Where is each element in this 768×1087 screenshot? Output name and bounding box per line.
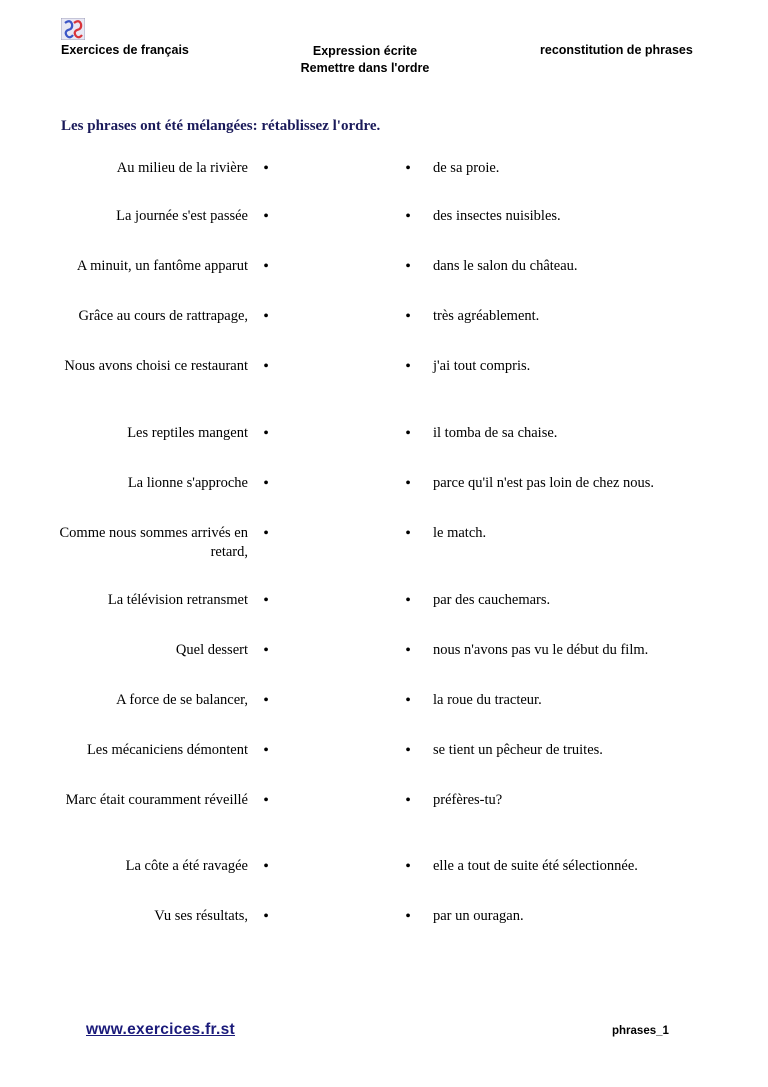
header-title-line2: Remettre dans l'ordre [300,61,430,75]
sentence-end: par des cauchemars. [433,592,551,608]
right-bullet-icon[interactable]: • [405,692,411,709]
sentence-end: parce qu'il n'est pas loin de chez nous. [433,475,655,491]
right-bullet-icon[interactable]: • [405,208,411,225]
right-bullet-icon[interactable]: • [405,308,411,325]
sentence-end: par un ouragan. [433,908,524,924]
sentence-end: nous n'avons pas vu le début du film. [433,642,649,658]
right-bullet-icon[interactable]: • [405,258,411,275]
sentence-start: La télévision retransmet [107,592,248,608]
left-bullet-icon[interactable]: • [263,425,269,442]
sentence-end: j'ai tout compris. [433,358,531,374]
sentence-end: dans le salon du château. [433,258,578,274]
right-bullet-icon[interactable]: • [405,908,411,925]
page-label: phrases_1 [612,1025,669,1037]
sentence-start: Les mécaniciens démontent [86,742,248,758]
right-bullet-icon[interactable]: • [405,592,411,609]
sentence-start: Grâce au cours de rattrapage, [78,308,248,324]
header-subject: Exercices de français [61,43,189,57]
sentence-start: La lionne s'approche [127,475,248,491]
right-bullet-icon[interactable]: • [405,358,411,375]
sentence-end: la roue du tracteur. [433,692,542,708]
left-bullet-icon[interactable]: • [263,160,269,177]
right-bullet-icon[interactable]: • [405,792,411,809]
left-bullet-icon[interactable]: • [263,908,269,925]
left-bullet-icon[interactable]: • [263,475,269,492]
sentence-start: Quel dessert [175,642,248,658]
sentence-start: A minuit, un fantôme apparut [76,258,248,274]
sentence-end: elle a tout de suite été sélectionnée. [433,858,638,874]
sentence-end: il tomba de sa chaise. [433,425,558,441]
right-bullet-icon[interactable]: • [405,525,411,542]
sentence-start: Vu ses résultats, [154,908,248,924]
sentence-start: Marc était couramment réveillé [65,792,248,808]
sentence-start: Au milieu de la rivière [116,160,248,176]
left-bullet-icon[interactable]: • [263,308,269,325]
right-bullet-icon[interactable]: • [405,858,411,875]
sentence-end: préfères-tu? [433,792,503,808]
right-bullet-icon[interactable]: • [405,642,411,659]
left-bullet-icon[interactable]: • [263,642,269,659]
right-bullet-icon[interactable]: • [405,742,411,759]
sentence-end: le match. [433,525,487,541]
left-bullet-icon[interactable]: • [263,592,269,609]
header-topic: reconstitution de phrases [540,43,693,57]
left-bullet-icon[interactable]: • [263,525,269,542]
sentence-start: Nous avons choisi ce restaurant [64,358,248,374]
header-title-line1: Expression écrite [312,44,418,58]
right-bullet-icon[interactable]: • [405,425,411,442]
right-bullet-icon[interactable]: • [405,160,411,177]
sentence-start: La journée s'est passée [116,208,248,224]
right-bullet-icon[interactable]: • [405,475,411,492]
exercise-instruction: Les phrases ont été mélangées: rétablissez l'ordre. [61,118,381,134]
left-bullet-icon[interactable]: • [263,358,269,375]
left-bullet-icon[interactable]: • [263,858,269,875]
sentence-start: A force de se balancer, [116,692,248,708]
sentence-start: La côte a été ravagée [125,858,248,874]
sentence-end: très agréablement. [433,308,540,324]
left-bullet-icon[interactable]: • [263,692,269,709]
sentence-start: Les reptiles mangent [127,425,248,441]
left-bullet-icon[interactable]: • [263,208,269,225]
sentence-end: se tient un pêcheur de truites. [433,742,603,758]
sentence-start: Comme nous sommes arrivés en retard, [59,525,248,560]
website-link[interactable]: www.exercices.fr.st [86,1021,236,1038]
left-bullet-icon[interactable]: • [263,792,269,809]
left-bullet-icon[interactable]: • [263,258,269,275]
left-bullet-icon[interactable]: • [263,742,269,759]
sentence-end: des insectes nuisibles. [433,208,561,224]
sentence-end: de sa proie. [433,160,500,176]
